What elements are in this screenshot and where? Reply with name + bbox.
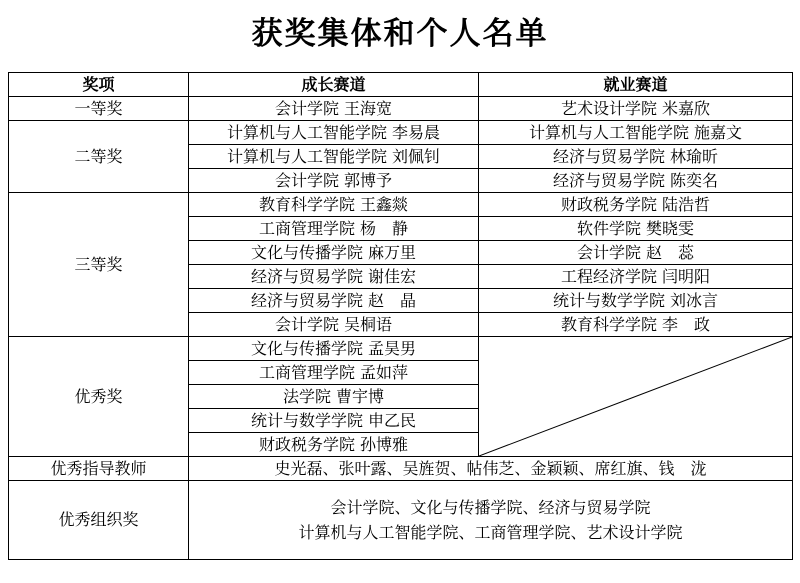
employment-cell: 经济与贸易学院 林瑜昕 bbox=[479, 145, 793, 169]
organization-line: 计算机与人工智能学院、工商管理学院、艺术设计学院 bbox=[298, 523, 683, 542]
award-second-prize: 二等奖 bbox=[9, 121, 189, 193]
award-instructors: 优秀指导教师 bbox=[9, 457, 189, 481]
growth-cell: 工商管理学院 孟如萍 bbox=[189, 361, 479, 385]
page-title: 获奖集体和个人名单 bbox=[251, 16, 549, 52]
growth-cell: 会计学院 郭博予 bbox=[189, 169, 479, 193]
organization-list bbox=[189, 481, 793, 560]
growth-cell: 文化与传播学院 麻万里 bbox=[189, 241, 479, 265]
table-row bbox=[9, 457, 793, 481]
employment-cell: 会计学院 赵 蕊 bbox=[479, 241, 793, 265]
awards-table bbox=[8, 72, 793, 560]
table-row bbox=[9, 337, 793, 361]
employment-cell: 教育科学学院 李 政 bbox=[479, 313, 793, 337]
organization-line: 会计学院、文化与传播学院、经济与贸易学院 bbox=[330, 498, 651, 517]
growth-cell: 会计学院 王海宽 bbox=[189, 97, 479, 121]
growth-cell: 文化与传播学院 孟昊男 bbox=[189, 337, 479, 361]
employment-cell: 财政税务学院 陆浩哲 bbox=[479, 193, 793, 217]
employment-cell: 计算机与人工智能学院 施嘉文 bbox=[479, 121, 793, 145]
diagonal-line bbox=[479, 337, 792, 456]
award-organization: 优秀组织奖 bbox=[9, 481, 189, 560]
award-third-prize: 三等奖 bbox=[9, 193, 189, 337]
growth-cell: 法学院 曹宇博 bbox=[189, 385, 479, 409]
employment-cell: 软件学院 樊晓雯 bbox=[479, 217, 793, 241]
growth-cell: 经济与贸易学院 谢佳宏 bbox=[189, 265, 479, 289]
header-employment-track: 就业赛道 bbox=[479, 73, 793, 97]
header-growth-track: 成长赛道 bbox=[189, 73, 479, 97]
employment-cell: 经济与贸易学院 陈奕名 bbox=[479, 169, 793, 193]
table-row bbox=[9, 481, 793, 560]
growth-cell: 统计与数学学院 申乙民 bbox=[189, 409, 479, 433]
header-award: 奖项 bbox=[9, 73, 189, 97]
table-row bbox=[9, 97, 793, 121]
award-first-prize: 一等奖 bbox=[9, 97, 189, 121]
growth-cell: 计算机与人工智能学院 李易晨 bbox=[189, 121, 479, 145]
employment-cell: 统计与数学学院 刘冰言 bbox=[479, 289, 793, 313]
growth-cell: 计算机与人工智能学院 刘佩钊 bbox=[189, 145, 479, 169]
header-row bbox=[9, 73, 793, 97]
table-row bbox=[9, 121, 793, 145]
award-excellence-prize: 优秀奖 bbox=[9, 337, 189, 457]
growth-cell: 工商管理学院 杨 静 bbox=[189, 217, 479, 241]
employment-cell: 工程经济学院 闫明阳 bbox=[479, 265, 793, 289]
growth-cell: 会计学院 吴桐语 bbox=[189, 313, 479, 337]
employment-cell: 艺术设计学院 米嘉欣 bbox=[479, 97, 793, 121]
growth-cell: 经济与贸易学院 赵 晶 bbox=[189, 289, 479, 313]
table-row bbox=[9, 193, 793, 217]
growth-cell: 财政税务学院 孙博雅 bbox=[189, 433, 479, 457]
instructors-list: 史光磊、张叶露、吴旌贺、帖伟芝、金颖颖、席红旗、钱 泷 bbox=[189, 457, 793, 481]
empty-diagonal-cell bbox=[479, 337, 793, 457]
growth-cell: 教育科学学院 王鑫燚 bbox=[189, 193, 479, 217]
